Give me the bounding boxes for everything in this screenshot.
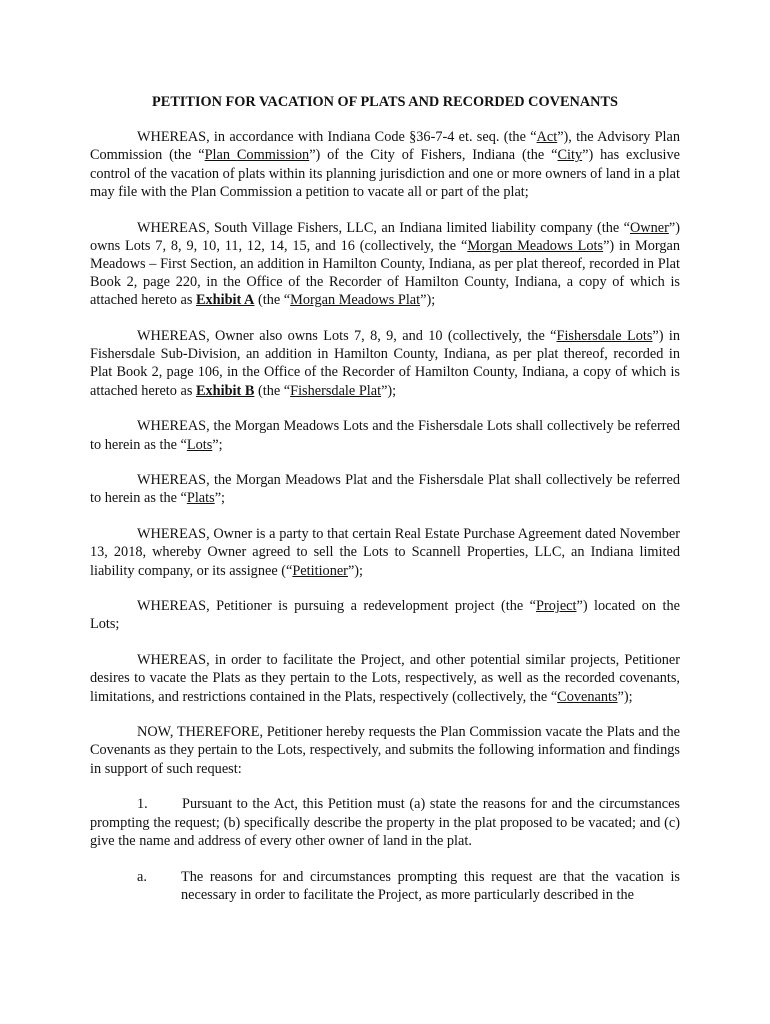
defined-term-morgan-meadows-plat: Morgan Meadows Plat xyxy=(290,292,421,309)
defined-term-fishersdale-lots: Fishersdale Lots xyxy=(556,328,653,345)
text: WHEREAS, Petitioner is pursuing a redevelopment project (the “ xyxy=(137,598,536,615)
defined-term-project: Project xyxy=(536,598,577,615)
sub-item-text: The reasons for and circumstances prompting this request are that the vacation is necessary in order to facilitate the Project, as more particularly described in the xyxy=(181,868,680,903)
text: WHEREAS, the Morgan Meadows Plat and the Fishersdale Plat shall collectively be referred to herein as the “ xyxy=(90,472,680,507)
text: ”); xyxy=(420,292,436,309)
text: WHEREAS, in order to facilitate the Project, and other potential similar projects, Petitioner desires to vacate the Plats as they pertain to the Lots, respectively, as well as the recorded covenants, limitations, and restrictions contained in the Plats, respectively (collectively, the “ xyxy=(90,652,680,705)
sub-item-a xyxy=(90,868,680,904)
text: ”); xyxy=(617,688,633,705)
sub-item-letter: a. xyxy=(137,868,147,885)
recital-project xyxy=(90,597,680,633)
document-title: PETITION FOR VACATION OF PLATS AND RECORDED COVENANTS xyxy=(152,94,618,110)
text: WHEREAS, the Morgan Meadows Lots and the Fishersdale Lots shall collectively be referred to herein as the “ xyxy=(90,418,680,453)
defined-term-lots: Lots xyxy=(186,436,213,453)
text: ”) has exclusive control of the vacation of plats within its planning jurisdiction and one or more owners of land in a plat may file with the Plan Commission a petition to vacate all or part of the plat; xyxy=(90,147,680,200)
item-text: Pursuant to the Act, this Petition must (a) state the reasons for and the circumstances prompting the request; (b) specifically describe the property in the plat proposed to be vacated; and (c) give the name and address of every other owner of land in the plat. xyxy=(90,796,680,849)
request-paragraph: NOW, THEREFORE, Petitioner hereby requests the Plan Commission vacate the Plats and the Covenants as they pertain to the Lots, respectively, and submits the following information and findings in support of such request: xyxy=(90,724,680,777)
text: WHEREAS, South Village Fishers, LLC, an Indiana limited liability company (the “ xyxy=(137,219,630,236)
recital-fishersdale xyxy=(90,327,680,400)
text: ”); xyxy=(347,562,364,579)
item-number: 1. xyxy=(137,796,148,813)
text: ”) owns Lots 7, 8, 9, 10, 11, 12, 14, 15, and 16 (collectively, the “ xyxy=(90,219,680,254)
defined-term-plats: Plats xyxy=(186,490,215,507)
text: ”) in Morgan Meadows – First Section, an addition in Hamilton County, Indiana, as per plat thereof, recorded in Plat Book 2, page 220, in the Office of the Recorder of Hamilton County, Indiana, a copy of which is attached hereto as xyxy=(90,237,680,309)
text: ”) located on the Lots; xyxy=(90,598,680,633)
recital-lots xyxy=(90,417,680,453)
text: ”), the Advisory Plan Commission (the “ xyxy=(90,129,680,164)
defined-term-fishersdale-plat: Fishersdale Plat xyxy=(290,382,382,399)
recital-purchase-agreement xyxy=(90,525,680,580)
numbered-item-1 xyxy=(90,795,680,850)
recital-plats xyxy=(90,471,680,507)
text: ”; xyxy=(212,436,223,453)
defined-term-covenants: Covenants xyxy=(557,688,618,705)
defined-term-plan-commission: Plan Commission xyxy=(204,147,310,164)
text: ”) in Fishersdale Sub-Division, an addition in Hamilton County, Indiana, as per plat thereof, recorded in Plat Book 2, page 106, in the Office of the Recorder of Hamilton County, Indiana, a copy of which is attached hereto as xyxy=(90,328,680,399)
text: (the “ xyxy=(254,382,291,399)
defined-term-act: Act xyxy=(536,129,558,146)
document-page xyxy=(90,93,680,904)
recital-owner xyxy=(90,219,680,310)
recital-covenants xyxy=(90,651,680,706)
defined-term-owner: Owner xyxy=(629,219,669,236)
recital-act xyxy=(90,128,680,201)
text: ”; xyxy=(214,490,226,507)
defined-term-city: City xyxy=(557,147,583,164)
text: WHEREAS, Owner also owns Lots 7, 8, 9, and 10 (collectively, the “ xyxy=(137,328,557,345)
text: (the “ xyxy=(254,292,291,309)
text: WHEREAS, in accordance with Indiana Code §36-7-4 et. seq. (the “ xyxy=(137,129,537,146)
defined-term-petitioner: Petitioner xyxy=(292,562,348,579)
exhibit-a-reference: Exhibit A xyxy=(195,292,255,309)
exhibit-b-reference: Exhibit B xyxy=(195,382,255,399)
text: ”); xyxy=(381,382,397,399)
text: ”) of the City of Fishers, Indiana (the “ xyxy=(309,147,558,164)
defined-term-morgan-meadows-lots: Morgan Meadows Lots xyxy=(467,237,604,254)
text: WHEREAS, Owner is a party to that certain Real Estate Purchase Agreement dated November 13, 2018, whereby Owner agreed to sell the Lots to Scannell Properties, LLC, an Indiana limited liability company, or its assignee (“ xyxy=(90,526,680,579)
